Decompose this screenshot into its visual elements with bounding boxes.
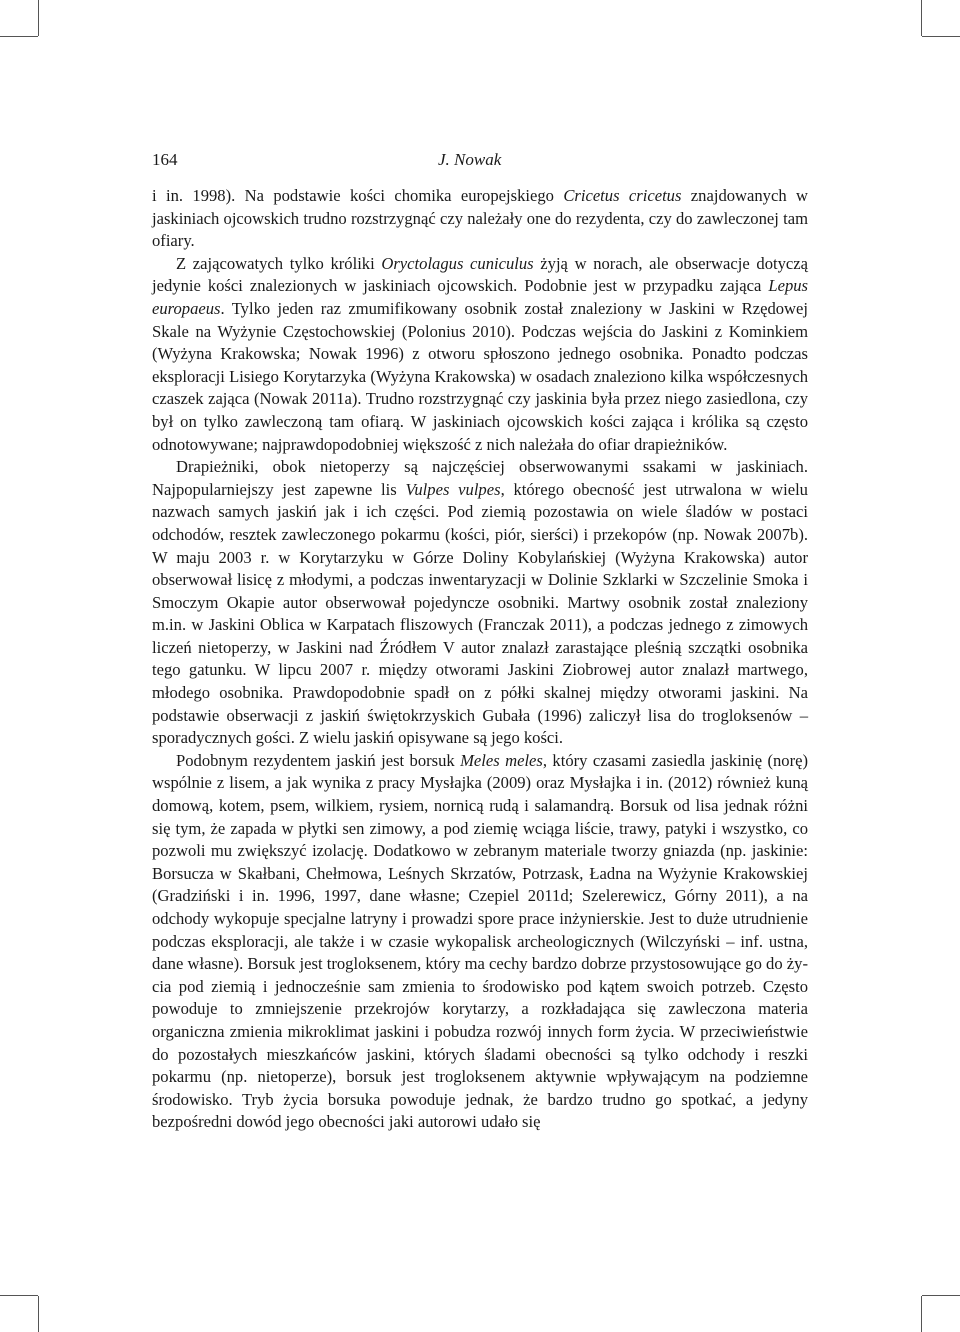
- text-run: , który czasami zasiedla jaskinię (norę) wspólnie z lisem, a jak wynika z pracy Mysłajka (2009) oraz Mysłajka i in. (2012) również kuną domową, kotem, psem, wilkiem, rysiem, nornicą rudą i salamandrą. Borsuk od lisa jednak różni się tym, że zapada w płytki sen zimowy, a pod ziemię wciąga liście, trawy, patyki i wszystko, co pozwoli mu zwiększyć izolację. Dodatkowo w zebranym materiale tworzy gniazda (np. jaskinie: Borsucza w Skałbani, Chełmowa, Leśnych Skrzatów, Potrzask, Ładna na Wyżynie Krakowskiej (Gradziński i in. 1996, 1997, dane własne; Czepiel 2011d; Szelerewicz, Górny 2011), a na odchody wykopuje specjalne latryny i prowadzi spore prace inżynierskie. Jest to duże utrudnienie podczas eksploracji, ale także i w czasie wykopalisk archeologicznych (Wilczyński – inf. ustna, dane własne). Borsuk jest trogloksenem, który ma cechy bardzo dobrze przystosowujące go do życia pod ziemią i jednocześnie sam zmienia to środowisko pod kątem swoich potrzeb. Często powoduje to zmniejszenie przekrojów korytarzy, a rozkładająca się zawleczona materia organiczna zmienia mikroklimat jaskini i pobudza rozwój innych form życia. W przeciwieństwie do pozostałych mieszkańców jaskini, których śladami obecności są tylko odchody i reszki pokarmu (np. nietoperze), borsuk jest trogloksenem aktywnie wpływającym na podziemne środowisko. Tryb życia borsuka powoduje jednak, że bardzo trudno go spotkać, a jedyny bezpośredni dowód jego obecności jaki autorowi udało się: [152, 750, 809, 1132]
- text-run: Drapieżniki, obok nietoperzy są najczęściej obserwowanymi ssakami w jaskiniach. Najpopularniejszy jest zapewne lis: [152, 457, 808, 499]
- species-name: Meles meles: [460, 750, 543, 770]
- species-name: Oryctolagus cuniculus: [381, 253, 534, 273]
- paragraph: [152, 456, 808, 750]
- text-run: znajdowanych w jaskiniach ojcowskich trudno rozstrzygnąć czy należały one do rezydenta, czy do zawleczonej tam ofiary.: [152, 186, 808, 251]
- text-run: , którego obecność jest utrwalona w wielu nazwach samych jaskiń jak i ich części. Pod ziemią pozostawia on wiele śladów w postaci odchodów, resztek zawleczonego pokarmu (kości, piór, sierści) i przekopów (np. Nowak 2007b). W maju 2003 r. w Korytarzyku w Górze Doliny Kobylańskiej (Wyżyna Krakowska) autor obserwował lisicę z młodymi, a podczas inwentaryzacji w Dolinie Szklarki w Szczelinie Smoka i Smoczym Okapie autor obserwował pojedyncze osobniki. Martwy osobnik został znaleziony m.in. w Jaskini Oblica w Karpatach fliszowych (Franczak 2011), a podczas jednego z zimowych liczeń nietoperzy, w Jaskini nad Źródłem V autor znalazł zarastające pleśnią szczątki osobnika tego gatunku. W lipcu 2007 r. między otworami Jaskini Ziobrowej autor znalazł martwego, młodego osobnika. Prawdopodobnie spadł on z półki skalnej między otworami jaskini. Na podstawie obserwacji z jaskiń świętokrzyskich Gubała (1996) zaliczył lisa do trogloksenów – sporadycznych gości. Z wielu jaskiń opisywane są jego kości.: [152, 479, 808, 748]
- article-body: [152, 185, 808, 1134]
- paragraph: [152, 750, 808, 1134]
- species-name: Lepus europaeus: [152, 276, 808, 318]
- crop-mark-bottom-right-h: [922, 1295, 960, 1296]
- crop-mark-top-left: [38, 0, 39, 36]
- text-run: Podobnym rezydentem jaskiń jest borsuk: [176, 750, 461, 770]
- text-run: żyją w norach, ale obserwacje dotyczą jedynie kości znalezionych w jaskiniach ojcowskich. Podobnie jest w przypadku zająca: [152, 253, 808, 296]
- running-author: J. Nowak: [438, 150, 502, 169]
- crop-mark-top-right-h: [922, 36, 960, 37]
- text-run: i in. 1998). Na podstawie kości chomika europejskiego: [152, 186, 564, 205]
- text-run: Z zającowatych tylko króliki: [176, 253, 382, 273]
- paragraph: [152, 253, 808, 456]
- species-name: Cricetus cricetus: [563, 186, 682, 205]
- crop-mark-top-right: [921, 0, 922, 36]
- page-number: 164: [152, 150, 178, 169]
- species-name: Vulpes vulpes: [405, 479, 501, 499]
- crop-mark-top-left-h: [0, 36, 38, 37]
- crop-mark-bottom-right: [921, 1296, 922, 1332]
- text-run: . Tylko jeden raz zmumifikowany osobnik został znaleziony w Jaskini w Rzędowej Skale na Wyżynie Częstochowskiej (Polonius 2010). Podczas wejścia do Jaskini z Kominkiem (Wyżyna Krakowska; Nowak 1996) z otworu spłoszono jednego osobnika. Ponadto podczas eksploracji Lisiego Korytarzyka (Wyżyna Krakowska) w osadach znaleziono kilka współczesnych czaszek zająca (Nowak 2011a). Trudno rozstrzygnąć czy jaskinia była przez niego zasiedlona, czy był on tylko zawleczoną tam ofiarą. W jaskiniach ojcowskich kości zająca i królika są często odnotowywane; najprawdopodobniej większość z nich należała do ofiar drapieżników.: [152, 298, 808, 454]
- paragraph: [152, 185, 808, 253]
- crop-mark-bottom-left-h: [0, 1295, 38, 1296]
- crop-mark-bottom-left: [38, 1296, 39, 1332]
- running-head: [152, 150, 812, 174]
